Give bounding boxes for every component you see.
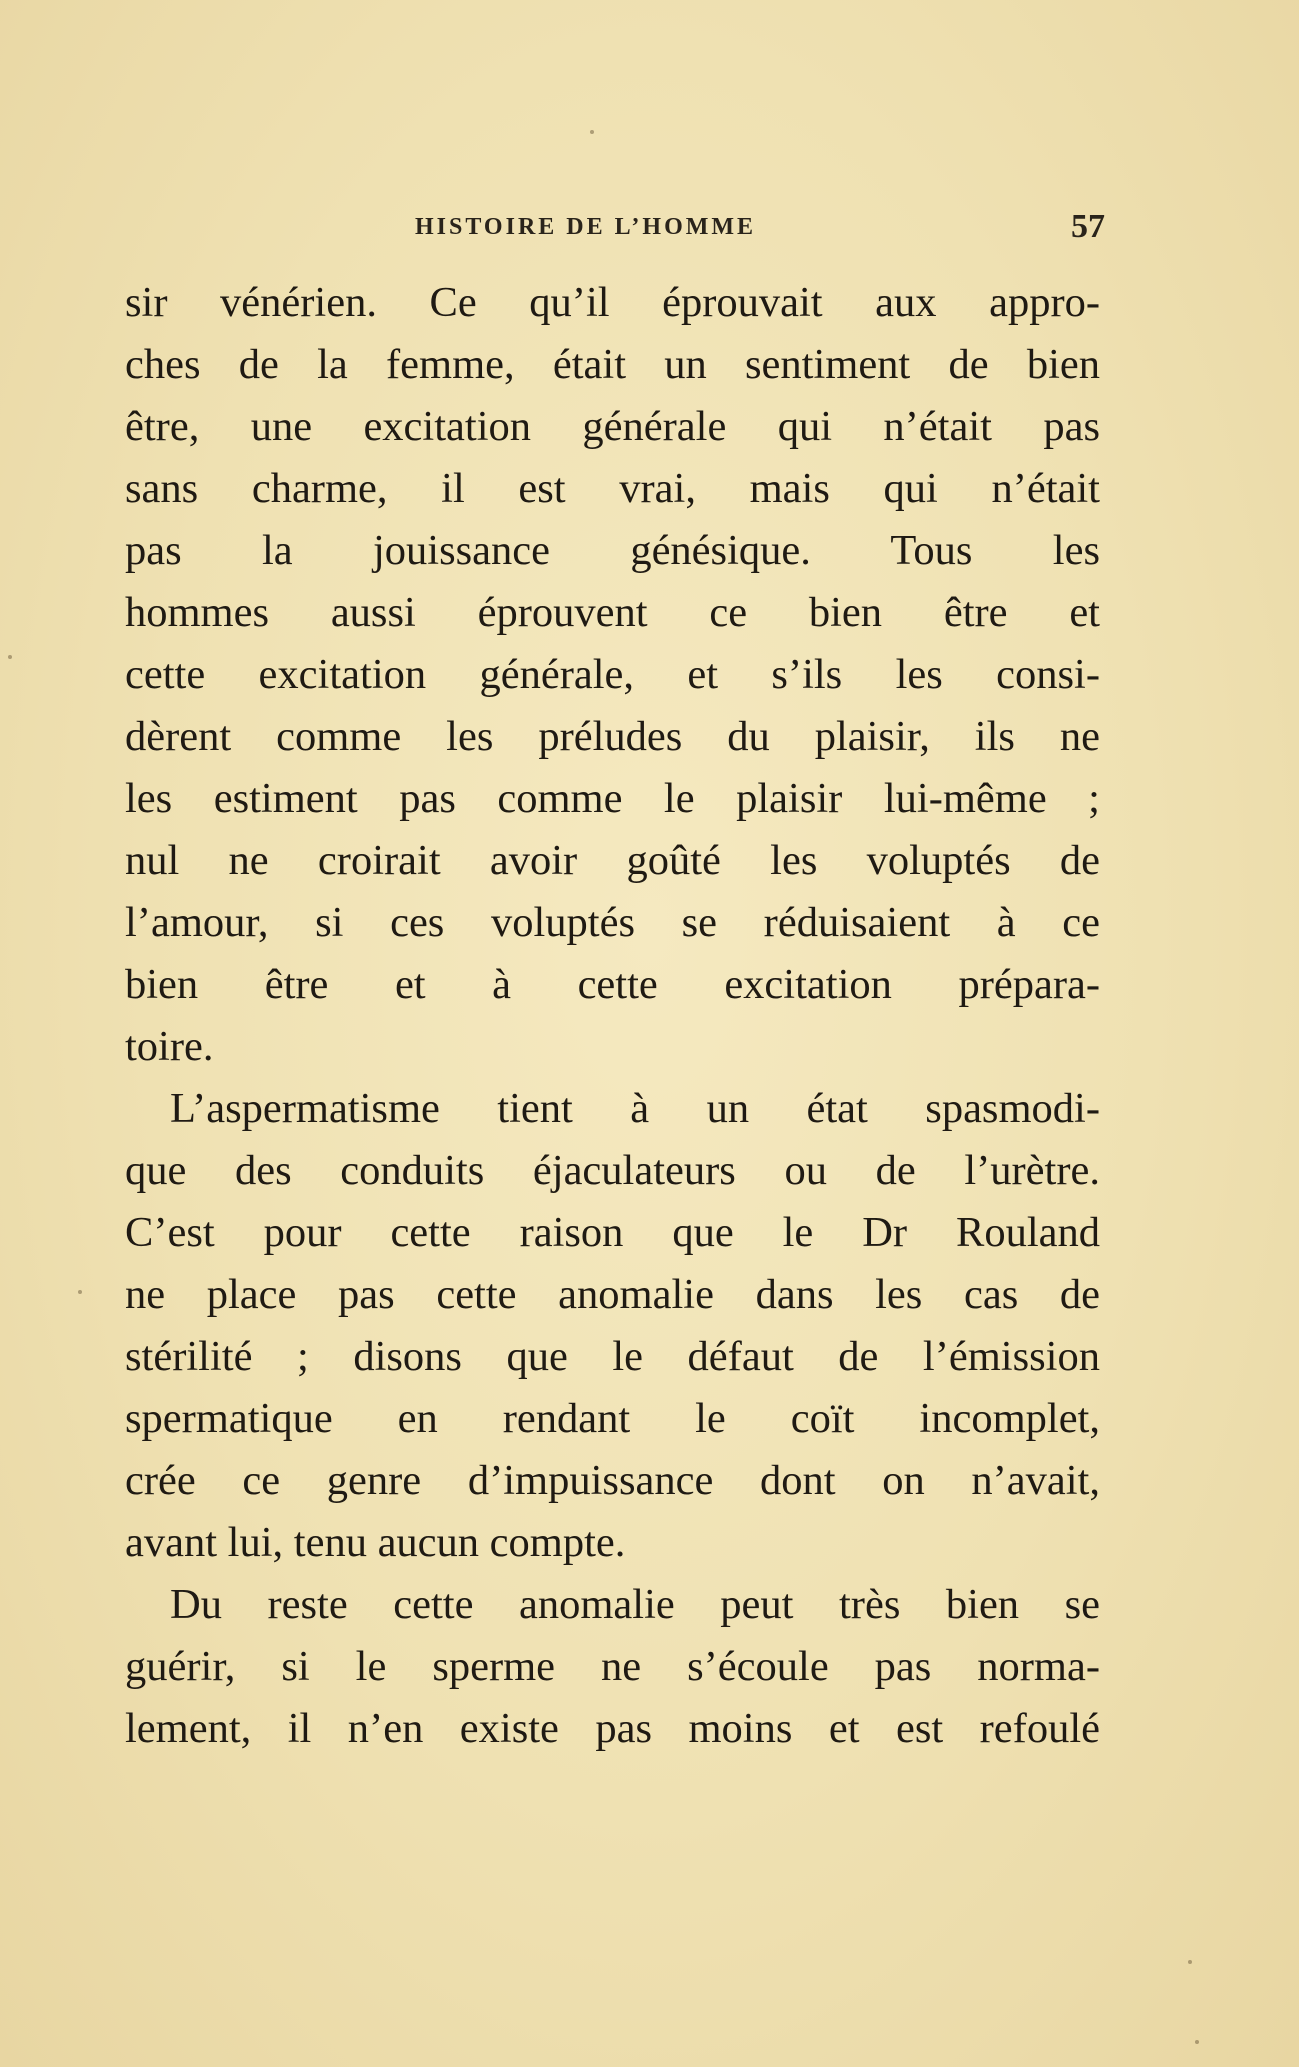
text-line: nul ne croirait avoir goûté les voluptés de: [125, 837, 1100, 884]
text-line: guérir, si le sperme ne s’écoule pas norma-: [125, 1643, 1100, 1690]
paper-speck: [590, 130, 594, 134]
text-line: cette excitation générale, et s’ils les consi-: [125, 651, 1100, 698]
text-line: sans charme, il est vrai, mais qui n’était: [125, 465, 1100, 512]
text-line: hommes aussi éprouvent ce bien être et: [125, 589, 1100, 636]
text-line: avant lui, tenu aucun compte.: [125, 1519, 626, 1566]
text-line: pas la jouissance génésique. Tous les: [125, 527, 1100, 574]
text-line: lement, il n’en existe pas moins et est refoulé: [125, 1705, 1100, 1752]
text-line: bien être et à cette excitation prépara-: [125, 961, 1100, 1008]
text-line: que des conduits éjaculateurs ou de l’urètre.: [125, 1147, 1100, 1194]
running-title: HISTOIRE DE L’HOMME: [415, 214, 757, 240]
paper-speck: [1195, 2040, 1199, 2044]
text-line: ne place pas cette anomalie dans les cas de: [125, 1271, 1100, 1318]
text-line: les estiment pas comme le plaisir lui-même ;: [125, 775, 1100, 822]
text-line: être, une excitation générale qui n’était pas: [125, 403, 1100, 450]
text-line: crée ce genre d’impuissance dont on n’avait,: [125, 1457, 1100, 1504]
text-line: C’est pour cette raison que le Dr Rouland: [125, 1209, 1100, 1256]
text-line: dèrent comme les préludes du plaisir, ils ne: [125, 713, 1100, 760]
paragraph-start-line: L’aspermatisme tient à un état spasmodi-: [170, 1085, 1100, 1132]
text-line: spermatique en rendant le coït incomplet,: [125, 1395, 1100, 1442]
text-line: l’amour, si ces voluptés se réduisaient à ce: [125, 899, 1100, 946]
paper-speck: [1188, 1960, 1192, 1964]
running-head: [130, 208, 1105, 248]
text-line: stérilité ; disons que le défaut de l’émission: [125, 1333, 1100, 1380]
paragraph-start-line: Du reste cette anomalie peut très bien se: [170, 1581, 1100, 1628]
page-number: 57: [1071, 208, 1105, 245]
paper-speck: [8, 655, 12, 659]
text-line: ches de la femme, était un sentiment de bien: [125, 341, 1100, 388]
body-text: [125, 272, 1100, 1760]
text-line: toire.: [125, 1023, 214, 1070]
paper-speck: [78, 1290, 82, 1294]
text-line: sir vénérien. Ce qu’il éprouvait aux appro-: [125, 279, 1100, 326]
